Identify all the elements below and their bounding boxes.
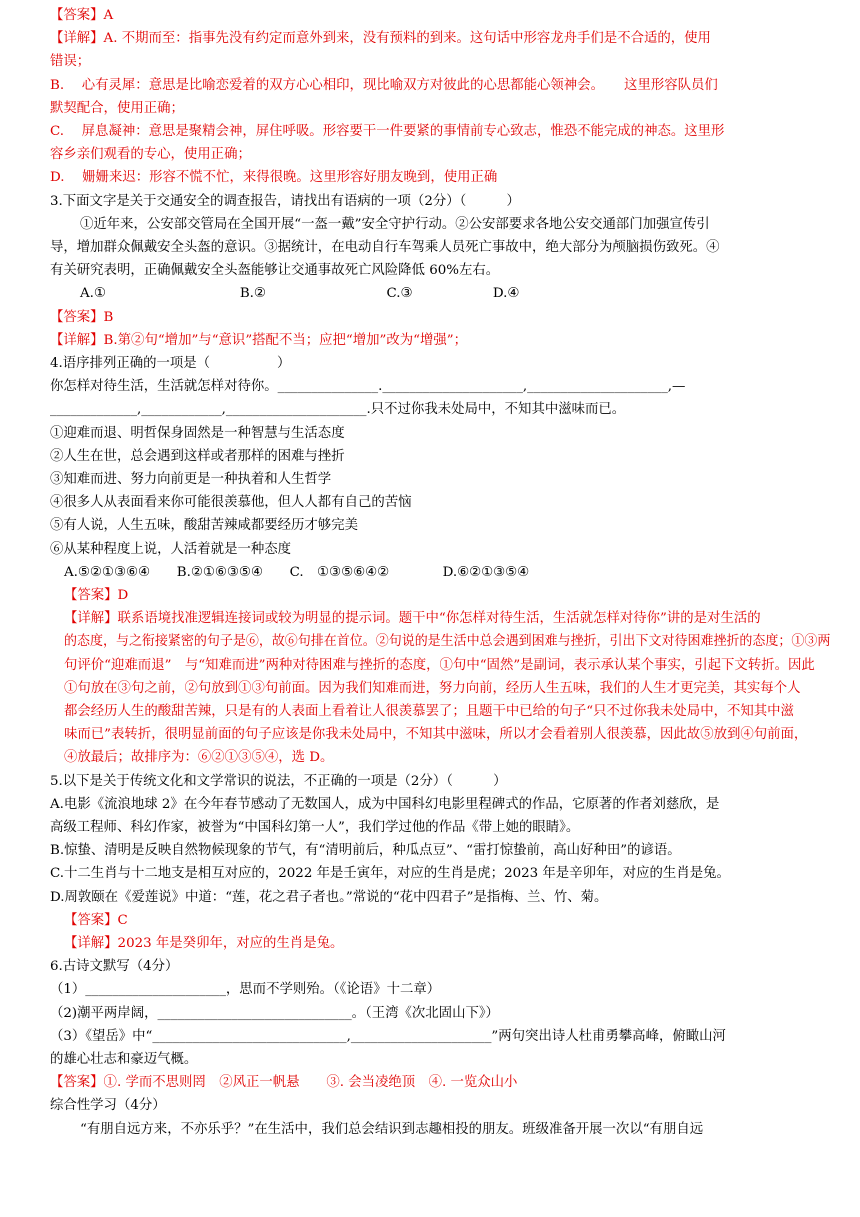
text-line: 【答案】D bbox=[64, 588, 129, 603]
text-line: 3.下面文字是关于交通安全的调查报告，请找出有语病的一项（2分）（ ） bbox=[50, 194, 520, 209]
text-line: ②人生在世，总会遇到这样或者那样的困难与挫折 bbox=[50, 449, 345, 464]
text-line: 的态度，与之衔接紧密的句子是⑥，故⑥句排在首位。②句说的是生活中总会遇到困难与挫折，引出下文对待困难挫折的态度；①③两 bbox=[64, 634, 831, 649]
text-line: 【答案】B bbox=[50, 310, 114, 325]
text-line: _____________,____________,_____________________.只不过你我未处局中，不知其中滋味而已。 bbox=[50, 402, 626, 417]
text-line: 【详解】B.第②句“增加”与“意识”搭配不当；应把“增加”改为“增强”； bbox=[50, 333, 468, 348]
text-line: 你怎样对待生活，生活就怎样对待你。_______________._____________________,_____________________,— bbox=[50, 379, 686, 394]
text-line: D. 姗姗来迟：形容不慌不忙，来得很晚。这里形容好朋友晚到，使用正确 bbox=[50, 170, 498, 185]
text-line: D.周敦颐在《爱莲说》中道：“莲，花之君子者也。”常说的“花中四君子”是指梅、兰、竹、菊。 bbox=[50, 890, 608, 905]
text-line: “有朋自远方来，不亦乐乎？”在生活中，我们总会结识到志趣相投的朋友。班级准备开展一次以“有朋自远 bbox=[80, 1122, 704, 1137]
text-line: 【详解】A. 不期而至：指事先没有约定而意外到来，没有预料的到来。这句话中形容龙舟手们是不合适的，使用 bbox=[50, 31, 711, 46]
text-line: （2)潮平两岸阔，_____________________________。（王湾《次北固山下》） bbox=[50, 1006, 499, 1021]
text-line: 【答案】①. 学而不思则罔 ②风正一帆悬 ③. 会当凌绝顶 ④. 一览众山小 bbox=[50, 1075, 518, 1090]
text-line: 【详解】2023 年是癸卯年，对应的生肖是兔。 bbox=[64, 936, 344, 951]
text-line: 容乡亲们观看的专心，使用正确； bbox=[50, 147, 251, 162]
text-line: ①迎难而退、明哲保身固然是一种智慧与生活态度 bbox=[50, 426, 345, 441]
text-line: 句评价“迎难而退” 与“知难而进”两种对待困难与挫折的态度，①句中“固然”是副词，表示承认某个事实，引起下文转折。因此 bbox=[64, 658, 815, 673]
text-line: B.惊蛰、清明是反映自然物候现象的节气，有“清明前后，种瓜点豆”、“雷打惊蛰前，高山好种田”的谚语。 bbox=[50, 843, 681, 858]
text-line: （1）_____________________，思而不学则殆。（《论语》十二章） bbox=[50, 982, 441, 997]
text-line: 高级工程师、科幻作家，被誉为“中国科幻第一人”，我们学过他的作品《带上她的眼睛》。 bbox=[50, 820, 580, 835]
text-line: 【答案】C bbox=[64, 913, 128, 928]
text-line: A.⑤②①③⑥④ B.②①⑥③⑤④ C. ①③⑤⑥④② D.⑥②①③⑤④ bbox=[64, 565, 530, 580]
text-line: 默契配合，使用正确； bbox=[50, 101, 184, 116]
text-line: B. 心有灵犀：意思是比喻恋爱着的双方心心相印，现比喻双方对彼此的心思都能心领神会。 这里形容队员们 bbox=[50, 78, 718, 93]
text-line: 味而已”表转折，很明显前面的句子应该是你我未处局中，不知其中滋味，所以才会看着别人很羡慕，因此故⑤放到④句前面， bbox=[64, 727, 808, 742]
text-line: ⑤有人说，人生五味，酸甜苦辣咸都要经历才够完美 bbox=[50, 518, 358, 533]
text-line: 【答案】A bbox=[50, 8, 114, 23]
text-line: 错误； bbox=[50, 54, 91, 69]
text-line: C. 屏息凝神：意思是聚精会神，屏住呼吸。形容要干一件要紧的事情前专心致志，惟恐不能完成的神态。这里形 bbox=[50, 124, 725, 139]
text-line: ①近年来，公安部交管局在全国开展“一盔一戴”安全守护行动。②公安部要求各地公安交通部门加强宣传引 bbox=[80, 217, 710, 232]
text-line: A.电影《流浪地球 2》在今年春节感动了无数国人，成为中国科幻电影里程碑式的作品，它原著的作者刘慈欣，是 bbox=[50, 797, 720, 812]
text-line: 导，增加群众佩戴安全头盔的意识。③据统计，在电动自行车驾乘人员死亡事故中，绝大部分为颅脑损伤致死。④ bbox=[50, 240, 720, 255]
text-line: ④放最后；故排序为：⑥②①③⑤④，选 D。 bbox=[64, 750, 334, 765]
text-line: 的雄心壮志和豪迈气概。 bbox=[50, 1052, 198, 1067]
text-line: 4.语序排列正确的一项是（ ） bbox=[50, 356, 291, 371]
text-line: 【详解】联系语境找准逻辑连接词或较为明显的提示词。题干中“你怎样对待生活，生活就怎样对待你”讲的是对生活的 bbox=[64, 611, 761, 626]
text-line: ④很多人从表面看来你可能很羡慕他，但人人都有自己的苦恼 bbox=[50, 495, 412, 510]
text-line: （3）《望岳》中“_____________________________,_____________________”两句突出诗人杜甫勇攀高峰，俯瞰山河 bbox=[50, 1029, 726, 1044]
text-line: C.十二生肖与十二地支是相互对应的，2022 年是壬寅年，对应的生肖是虎；2023 年是辛卯年，对应的生肖是兔。 bbox=[50, 866, 730, 881]
text-line: 6.古诗文默写（4分） bbox=[50, 959, 179, 974]
text-line: A.① B.② C.③ D.④ bbox=[80, 286, 520, 301]
text-line: 都会经历人生的酸甜苦辣，只是有的人表面上看着让人很羡慕罢了；且题干中已给的句子“只不过你我未处局中，不知其中滋 bbox=[64, 704, 794, 719]
text-line: ③知难而进、努力向前更是一种执着和人生哲学 bbox=[50, 472, 332, 487]
text-line: ⑥从某种程度上说，人活着就是一种态度 bbox=[50, 542, 292, 557]
text-line: 5.以下是关于传统文化和文学常识的说法，不正确的一项是（2分）（ ） bbox=[50, 774, 507, 789]
text-line: 综合性学习（4分） bbox=[50, 1098, 166, 1113]
text-line: 有关研究表明，正确佩戴安全头盔能够让交通事故死亡风险降低 60%左右。 bbox=[50, 263, 500, 278]
text-line: ①句放在③句之前，②句放到①③句前面。因为我们知难而进，努力向前，经历人生五味，我们的人生才更完美，其实每个人 bbox=[64, 681, 801, 696]
